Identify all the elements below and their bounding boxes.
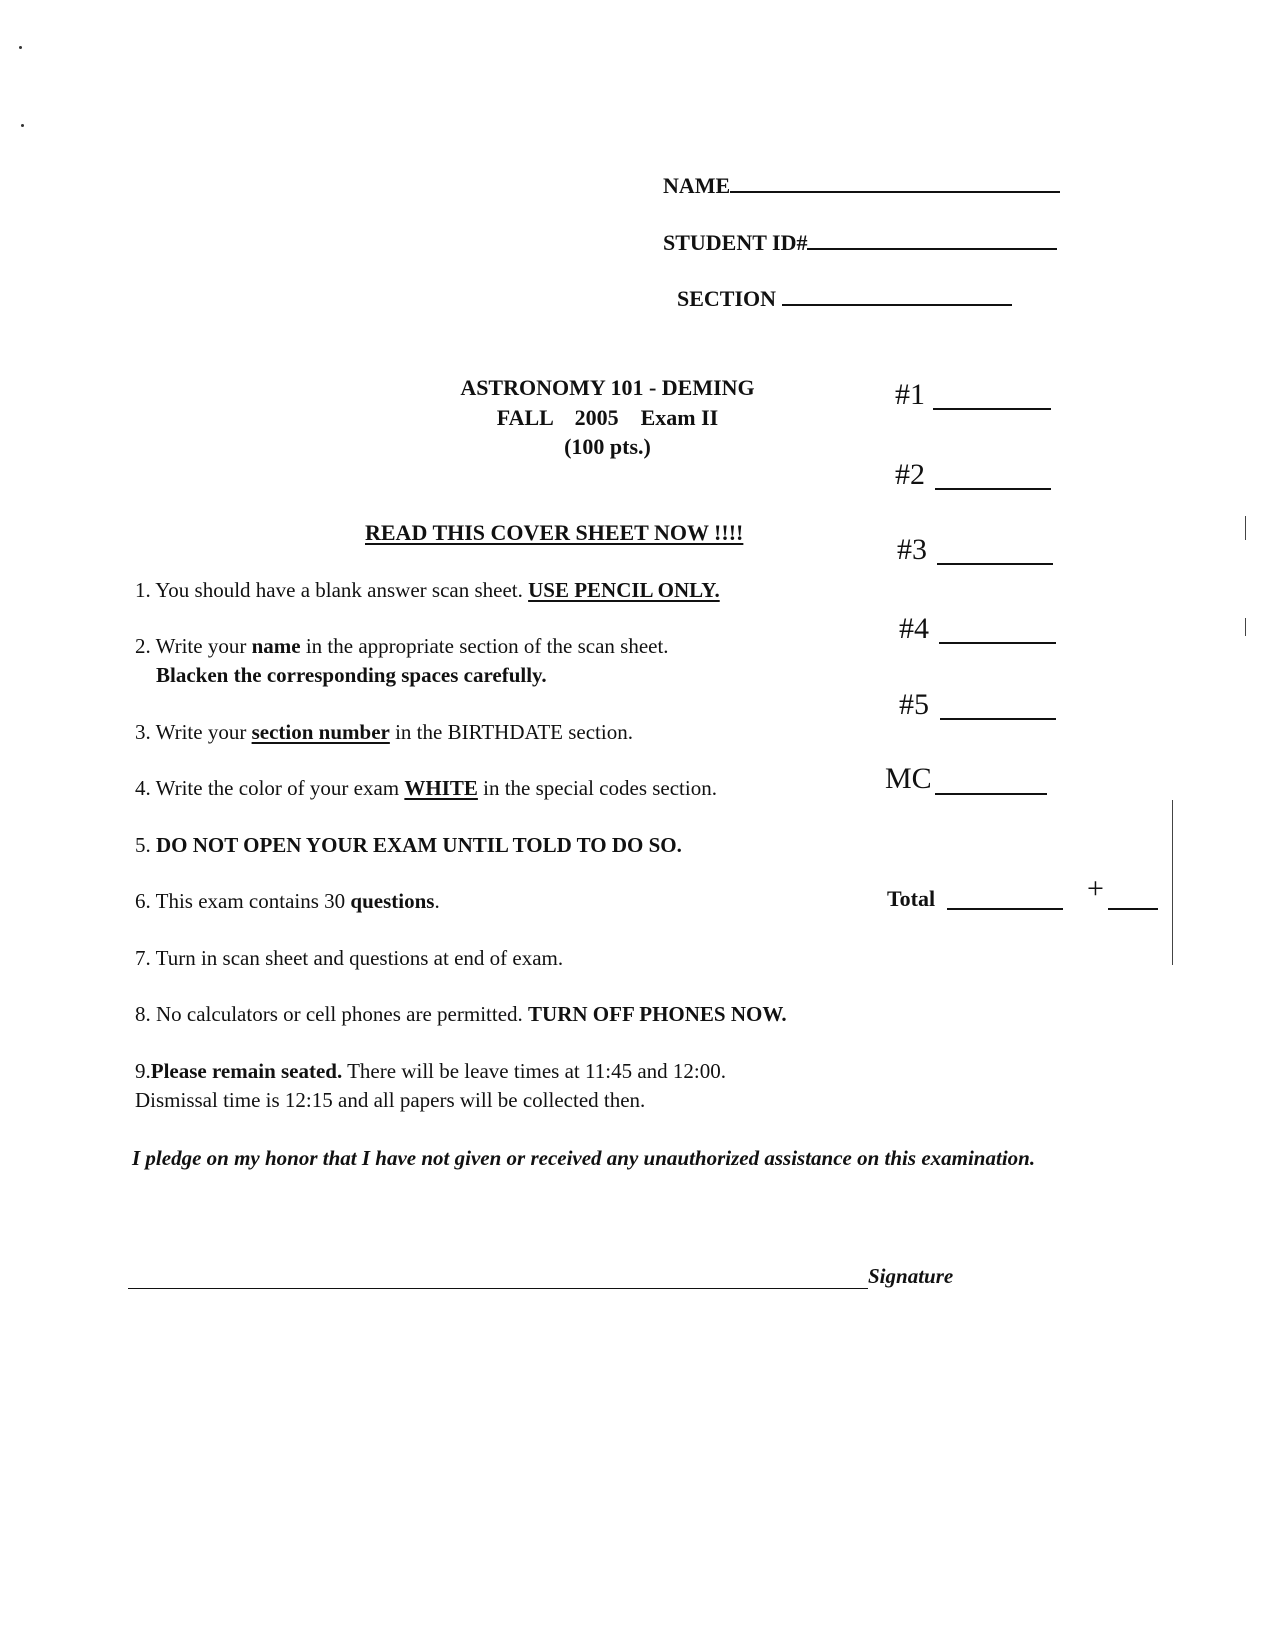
instruction-1: 1. You should have a blank answer scan sheet. USE PENCIL ONLY. [135, 578, 720, 602]
course-title: ASTRONOMY 101 - DEMING [460, 375, 755, 400]
scan-mark [1245, 618, 1246, 636]
instruction-6: 6. This exam contains 30 questions. [135, 889, 440, 913]
instruction-2-line2: Blacken the corresponding spaces carefully. [156, 663, 547, 687]
score-blank-total[interactable] [947, 908, 1063, 910]
score-blank-2[interactable] [935, 488, 1051, 490]
name-field[interactable] [663, 173, 1060, 199]
score-label-5: #5 [899, 688, 929, 721]
score-blank-5[interactable] [940, 718, 1056, 720]
score-blank-bonus[interactable] [1108, 908, 1158, 910]
name-blank[interactable] [730, 190, 1060, 193]
score-label-2: #2 [895, 458, 925, 491]
score-blank-1[interactable] [933, 408, 1051, 410]
section-label: SECTION [677, 286, 777, 311]
student-id-blank[interactable] [807, 247, 1057, 250]
instruction-5: 5. DO NOT OPEN YOUR EXAM UNTIL TOLD TO DO SO. [135, 833, 682, 857]
instruction-3: 3. Write your section number in the BIRTHDATE section. [135, 720, 633, 744]
instruction-7: 7. Turn in scan sheet and questions at end of exam. [135, 946, 564, 970]
signature-line[interactable] [128, 1288, 868, 1289]
instruction-2: 2. Write your name in the appropriate section of the scan sheet. [135, 634, 669, 658]
score-label-mc: MC [885, 762, 932, 795]
honor-pledge: I pledge on my honor that I have not given or received any unauthorized assistance on this examination. [132, 1146, 1036, 1170]
term-exam: FALL 2005 Exam II [496, 405, 719, 430]
instruction-9: 9.Please remain seated. There will be leave times at 11:45 and 12:00. [135, 1059, 726, 1083]
scan-speck [21, 124, 24, 127]
score-blank-3[interactable] [937, 563, 1053, 565]
instruction-4: 4. Write the color of your exam WHITE in the special codes section. [135, 776, 717, 800]
section-field[interactable] [677, 286, 1012, 312]
score-blank-4[interactable] [939, 642, 1056, 644]
score-label-3: #3 [897, 533, 927, 566]
instruction-9-line2: Dismissal time is 12:15 and all papers will be collected then. [135, 1088, 646, 1112]
score-label-1: #1 [895, 378, 925, 411]
name-label: NAME [663, 173, 731, 198]
score-label-total: Total [887, 886, 936, 911]
instruction-8: 8. No calculators or cell phones are permitted. TURN OFF PHONES NOW. [135, 1002, 787, 1026]
section-blank[interactable] [782, 303, 1012, 306]
student-id-label: STUDENT ID# [663, 230, 808, 255]
signature-label: Signature [868, 1264, 954, 1288]
scan-mark [1172, 800, 1173, 965]
scan-speck [19, 46, 22, 49]
score-label-4: #4 [899, 612, 929, 645]
cover-sheet-heading: READ THIS COVER SHEET NOW !!!! [365, 520, 744, 545]
score-blank-mc[interactable] [935, 793, 1047, 795]
scan-mark [1245, 516, 1246, 540]
student-id-field[interactable] [663, 230, 1057, 256]
points-total: (100 pts.) [564, 434, 651, 459]
plus-sign: + [1087, 872, 1104, 905]
